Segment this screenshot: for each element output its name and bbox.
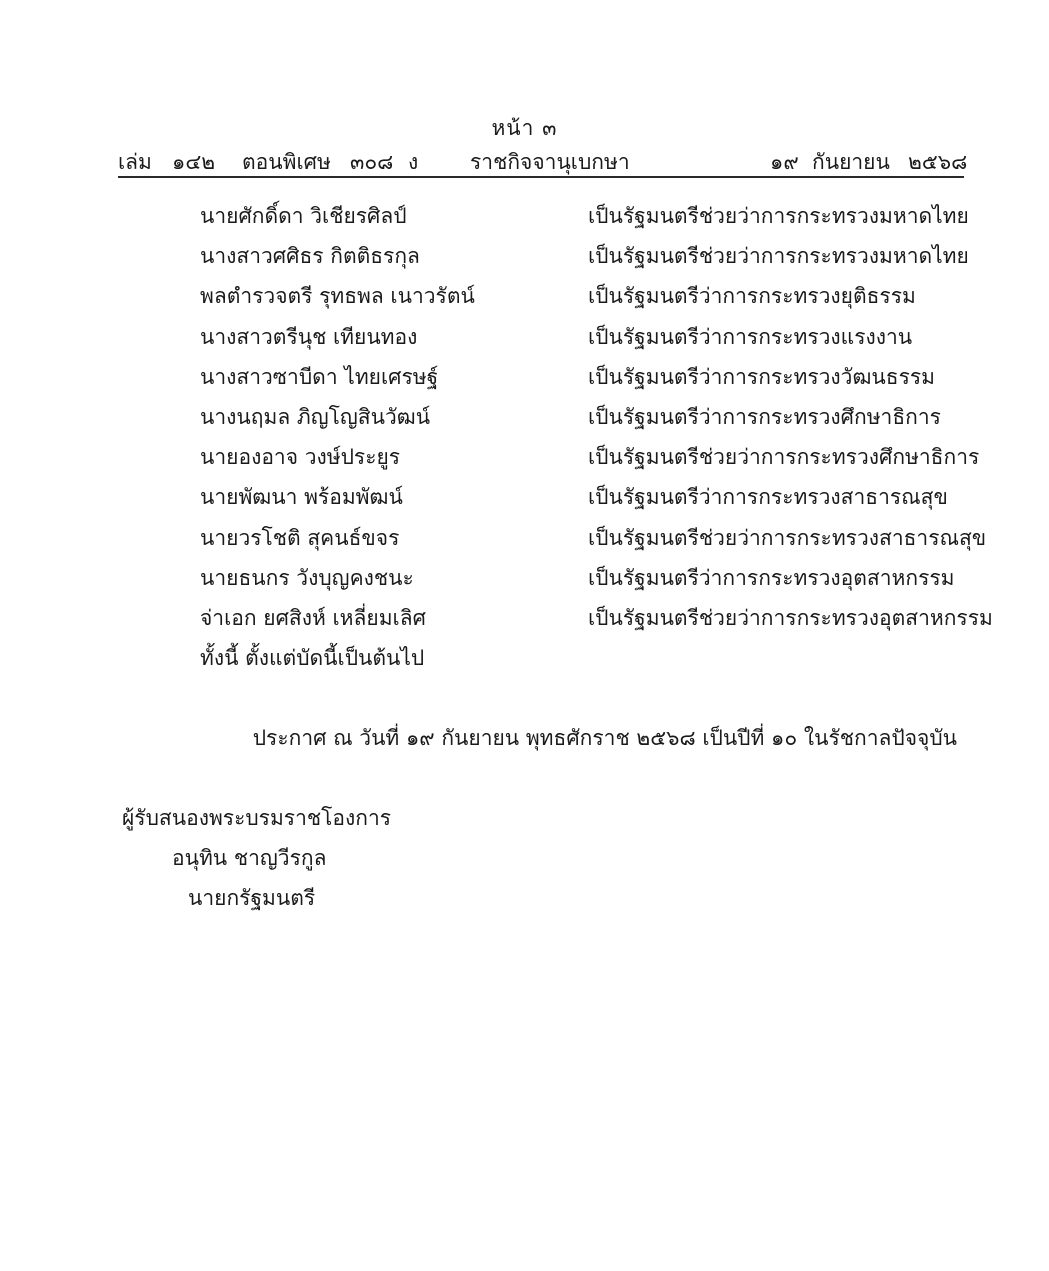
announcement-date: ประกาศ ณ วันที่ ๑๙ กันยายน พุทธศักราช ๒๕๖๘ เป็นปีที่ ๑๐ ในรัชกาลปัจจุบัน bbox=[252, 726, 957, 750]
appointment-row bbox=[200, 240, 980, 280]
appointment-row bbox=[200, 200, 980, 240]
gazette-name: ราชกิจจานุเบกษา bbox=[470, 150, 630, 174]
appointee-name: นางสาวซาบีดา ไทยเศรษฐ์ bbox=[200, 364, 439, 389]
appointment-row bbox=[200, 280, 980, 320]
appointment-row bbox=[200, 401, 980, 441]
appointee-name: นางนฤมล ภิญโญสินวัฒน์ bbox=[200, 404, 431, 429]
appointment-row bbox=[200, 481, 980, 521]
gazette-header bbox=[118, 146, 968, 174]
issue-number: ๓๐๘ bbox=[350, 150, 394, 174]
appointee-position: เป็นรัฐมนตรีช่วยว่าการกระทรวงมหาดไทย bbox=[588, 244, 969, 269]
appointee-name: นายพัฒนา พร้อมพัฒน์ bbox=[200, 485, 403, 510]
appointee-name: นางสาวศศิธร กิตติธรกุล bbox=[200, 244, 420, 269]
date-year: ๒๕๖๘ bbox=[908, 150, 968, 174]
appointee-name: นายวรโชติ สุคนธ์ขจร bbox=[200, 525, 400, 550]
page-number-value: ๓ bbox=[542, 116, 558, 140]
header-divider bbox=[118, 176, 964, 178]
appointment-row bbox=[200, 361, 980, 401]
appointment-row bbox=[200, 562, 980, 602]
appointee-position: เป็นรัฐมนตรีช่วยว่าการกระทรวงอุตสาหกรรม bbox=[588, 605, 993, 630]
appointment-row bbox=[200, 522, 987, 562]
appointee-position: เป็นรัฐมนตรีช่วยว่าการกระทรวงศึกษาธิการ bbox=[588, 445, 980, 470]
appointee-position: เป็นรัฐมนตรีว่าการกระทรวงยุติธรรม bbox=[588, 284, 916, 309]
issue-label: ตอนพิเศษ bbox=[242, 150, 331, 174]
appointee-name: นางสาวตรีนุช เทียนทอง bbox=[200, 324, 418, 349]
appointee-name: จ่าเอก ยศสิงห์ เหลี่ยมเลิศ bbox=[200, 605, 426, 630]
appointee-name: พลตำรวจตรี รุทธพล เนาวรัตน์ bbox=[200, 284, 475, 309]
appointee-position: เป็นรัฐมนตรีช่วยว่าการกระทรวงมหาดไทย bbox=[588, 204, 969, 228]
appointment-row bbox=[200, 321, 980, 361]
signer-title: นายกรัฐมนตรี bbox=[188, 886, 316, 910]
appointee-position: เป็นรัฐมนตรีว่าการกระทรวงวัฒนธรรม bbox=[588, 364, 935, 389]
appointment-row bbox=[200, 441, 980, 481]
section-letter: ง bbox=[408, 150, 419, 174]
volume-label: เล่ม bbox=[118, 150, 152, 174]
appointee-name: นายองอาจ วงษ์ประยูร bbox=[200, 445, 401, 470]
appointee-position: เป็นรัฐมนตรีว่าการกระทรวงศึกษาธิการ bbox=[588, 404, 941, 429]
countersign-label: ผู้รับสนองพระบรมราชโองการ bbox=[122, 806, 392, 830]
appointee-name: นายธนกร วังบุญคงชนะ bbox=[200, 565, 414, 590]
appointee-position: เป็นรัฐมนตรีช่วยว่าการกระทรวงสาธารณสุข bbox=[588, 525, 987, 550]
appointee-position: เป็นรัฐมนตรีว่าการกระทรวงแรงงาน bbox=[588, 324, 913, 349]
date-month: กันยายน bbox=[812, 150, 890, 174]
appointment-row bbox=[200, 602, 993, 642]
effective-clause: ทั้งนี้ ตั้งแต่บัดนี้เป็นต้นไป bbox=[200, 646, 425, 670]
volume-number: ๑๔๒ bbox=[172, 150, 216, 174]
date-day: ๑๙ bbox=[770, 150, 799, 174]
appointee-position: เป็นรัฐมนตรีว่าการกระทรวงสาธารณสุข bbox=[588, 485, 948, 510]
appointment-list bbox=[200, 200, 993, 642]
appointee-position: เป็นรัฐมนตรีว่าการกระทรวงอุตสาหกรรม bbox=[588, 565, 955, 590]
page-label: หน้า bbox=[491, 116, 535, 140]
page-number bbox=[0, 112, 1049, 145]
appointee-name: นายศักดิ์ดา วิเชียรศิลป์ bbox=[200, 204, 407, 228]
signer-name: อนุทิน ชาญวีรกูล bbox=[172, 846, 327, 870]
